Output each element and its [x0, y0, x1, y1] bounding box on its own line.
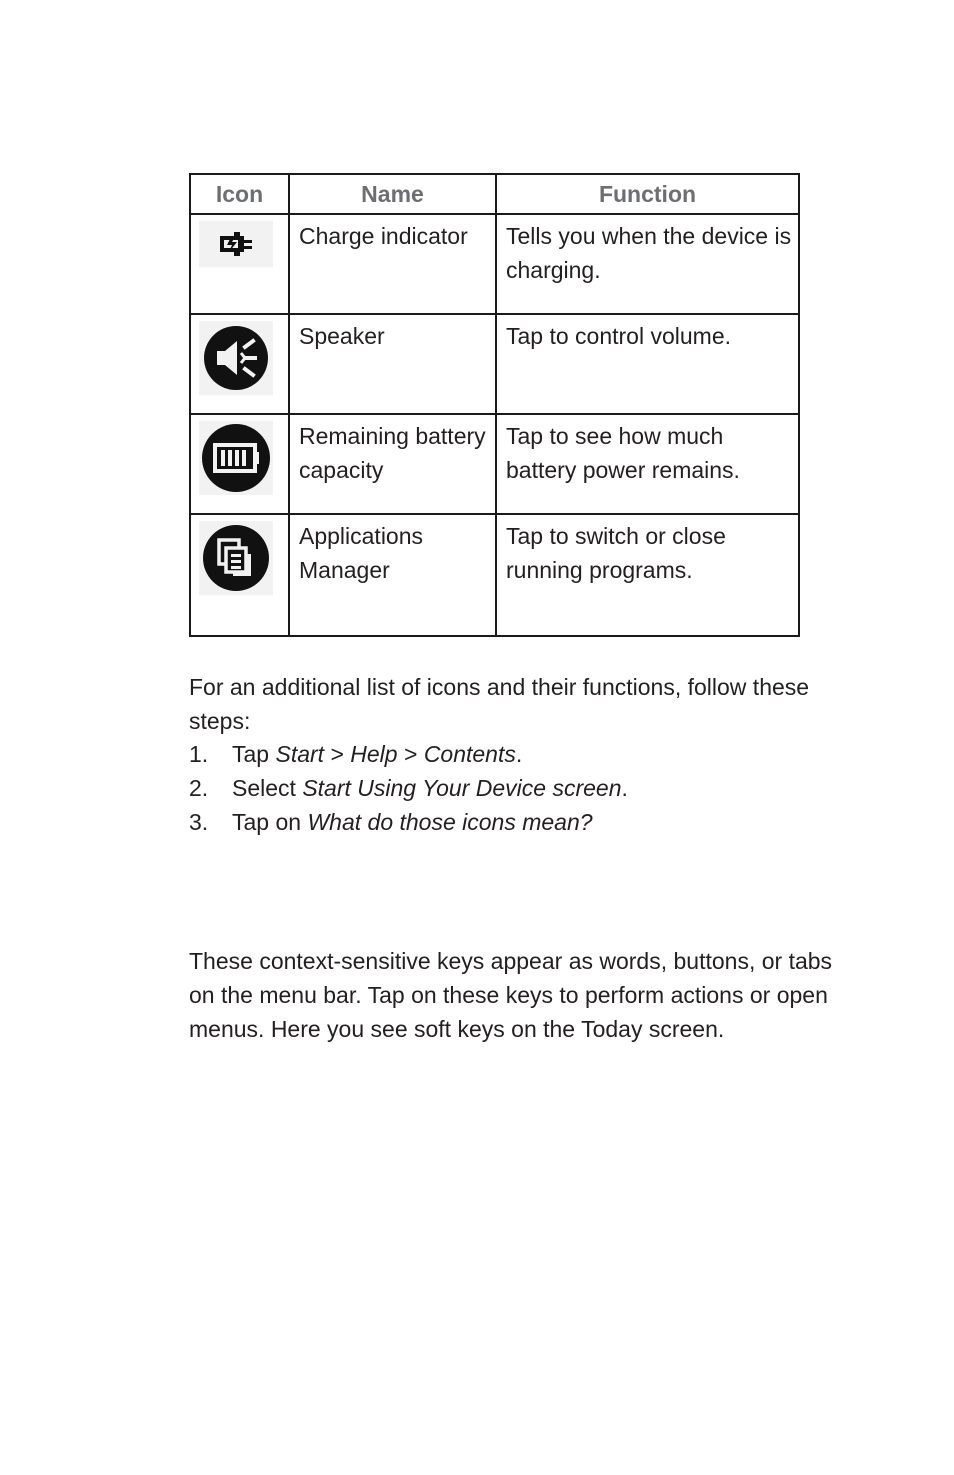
table-row: [190, 514, 799, 636]
icon-function: Tap to see how much battery power remains.: [496, 414, 799, 514]
step-number: 2.: [189, 775, 209, 801]
intro-paragraph: For an additional list of icons and their functions, follow these steps:: [189, 674, 810, 734]
icon-cell: [190, 414, 289, 514]
step-text: Tap on What do those icons mean?: [232, 809, 593, 835]
icon-function: Tap to switch or close running programs.: [496, 514, 799, 636]
step-emphasis: Contents: [423, 741, 516, 767]
battery-icon: [199, 421, 273, 495]
icon-name: Remaining battery capacity: [289, 414, 496, 514]
header-icon: Icon: [190, 174, 289, 214]
steps-list: [189, 737, 628, 839]
icon-name: Applications Manager: [289, 514, 496, 636]
list-item: [189, 737, 628, 771]
step-emphasis: Start Using Your Device screen: [302, 775, 622, 801]
icon-name: Charge indicator: [289, 214, 496, 314]
icon-function: Tells you when the device is charging.: [496, 214, 799, 314]
step-emphasis: Help: [350, 741, 398, 767]
applications-manager-icon: [199, 521, 273, 595]
table-row: [190, 414, 799, 514]
softkeys-paragraph: These context-sensitive keys appear as words, buttons, or tabs on the menu bar. Tap on these keys to perform actions or open menus. Here you see soft keys on the Today screen.: [189, 948, 833, 1042]
charge-indicator-icon: [199, 221, 273, 267]
table-header-row: [190, 174, 799, 214]
step-text: Select Start Using Your Device screen.: [232, 775, 628, 801]
list-item: [189, 805, 628, 839]
icon-name: Speaker: [289, 314, 496, 414]
step-emphasis: What do those icons mean?: [307, 809, 593, 835]
step-emphasis: Start: [275, 741, 325, 767]
icon-function: Tap to control volume.: [496, 314, 799, 414]
table-row: [190, 214, 799, 314]
step-number: 1.: [189, 741, 209, 767]
icon-cell: [190, 314, 289, 414]
header-function: Function: [496, 174, 799, 214]
speaker-icon: [199, 321, 273, 395]
step-text: Tap Start > Help > Contents.: [232, 741, 523, 767]
icon-cell: [190, 214, 289, 314]
header-name: Name: [289, 174, 496, 214]
list-item: [189, 771, 628, 805]
step-number: 3.: [189, 809, 209, 835]
table-row: [190, 314, 799, 414]
icon-table: [189, 173, 800, 637]
icon-cell: [190, 514, 289, 636]
